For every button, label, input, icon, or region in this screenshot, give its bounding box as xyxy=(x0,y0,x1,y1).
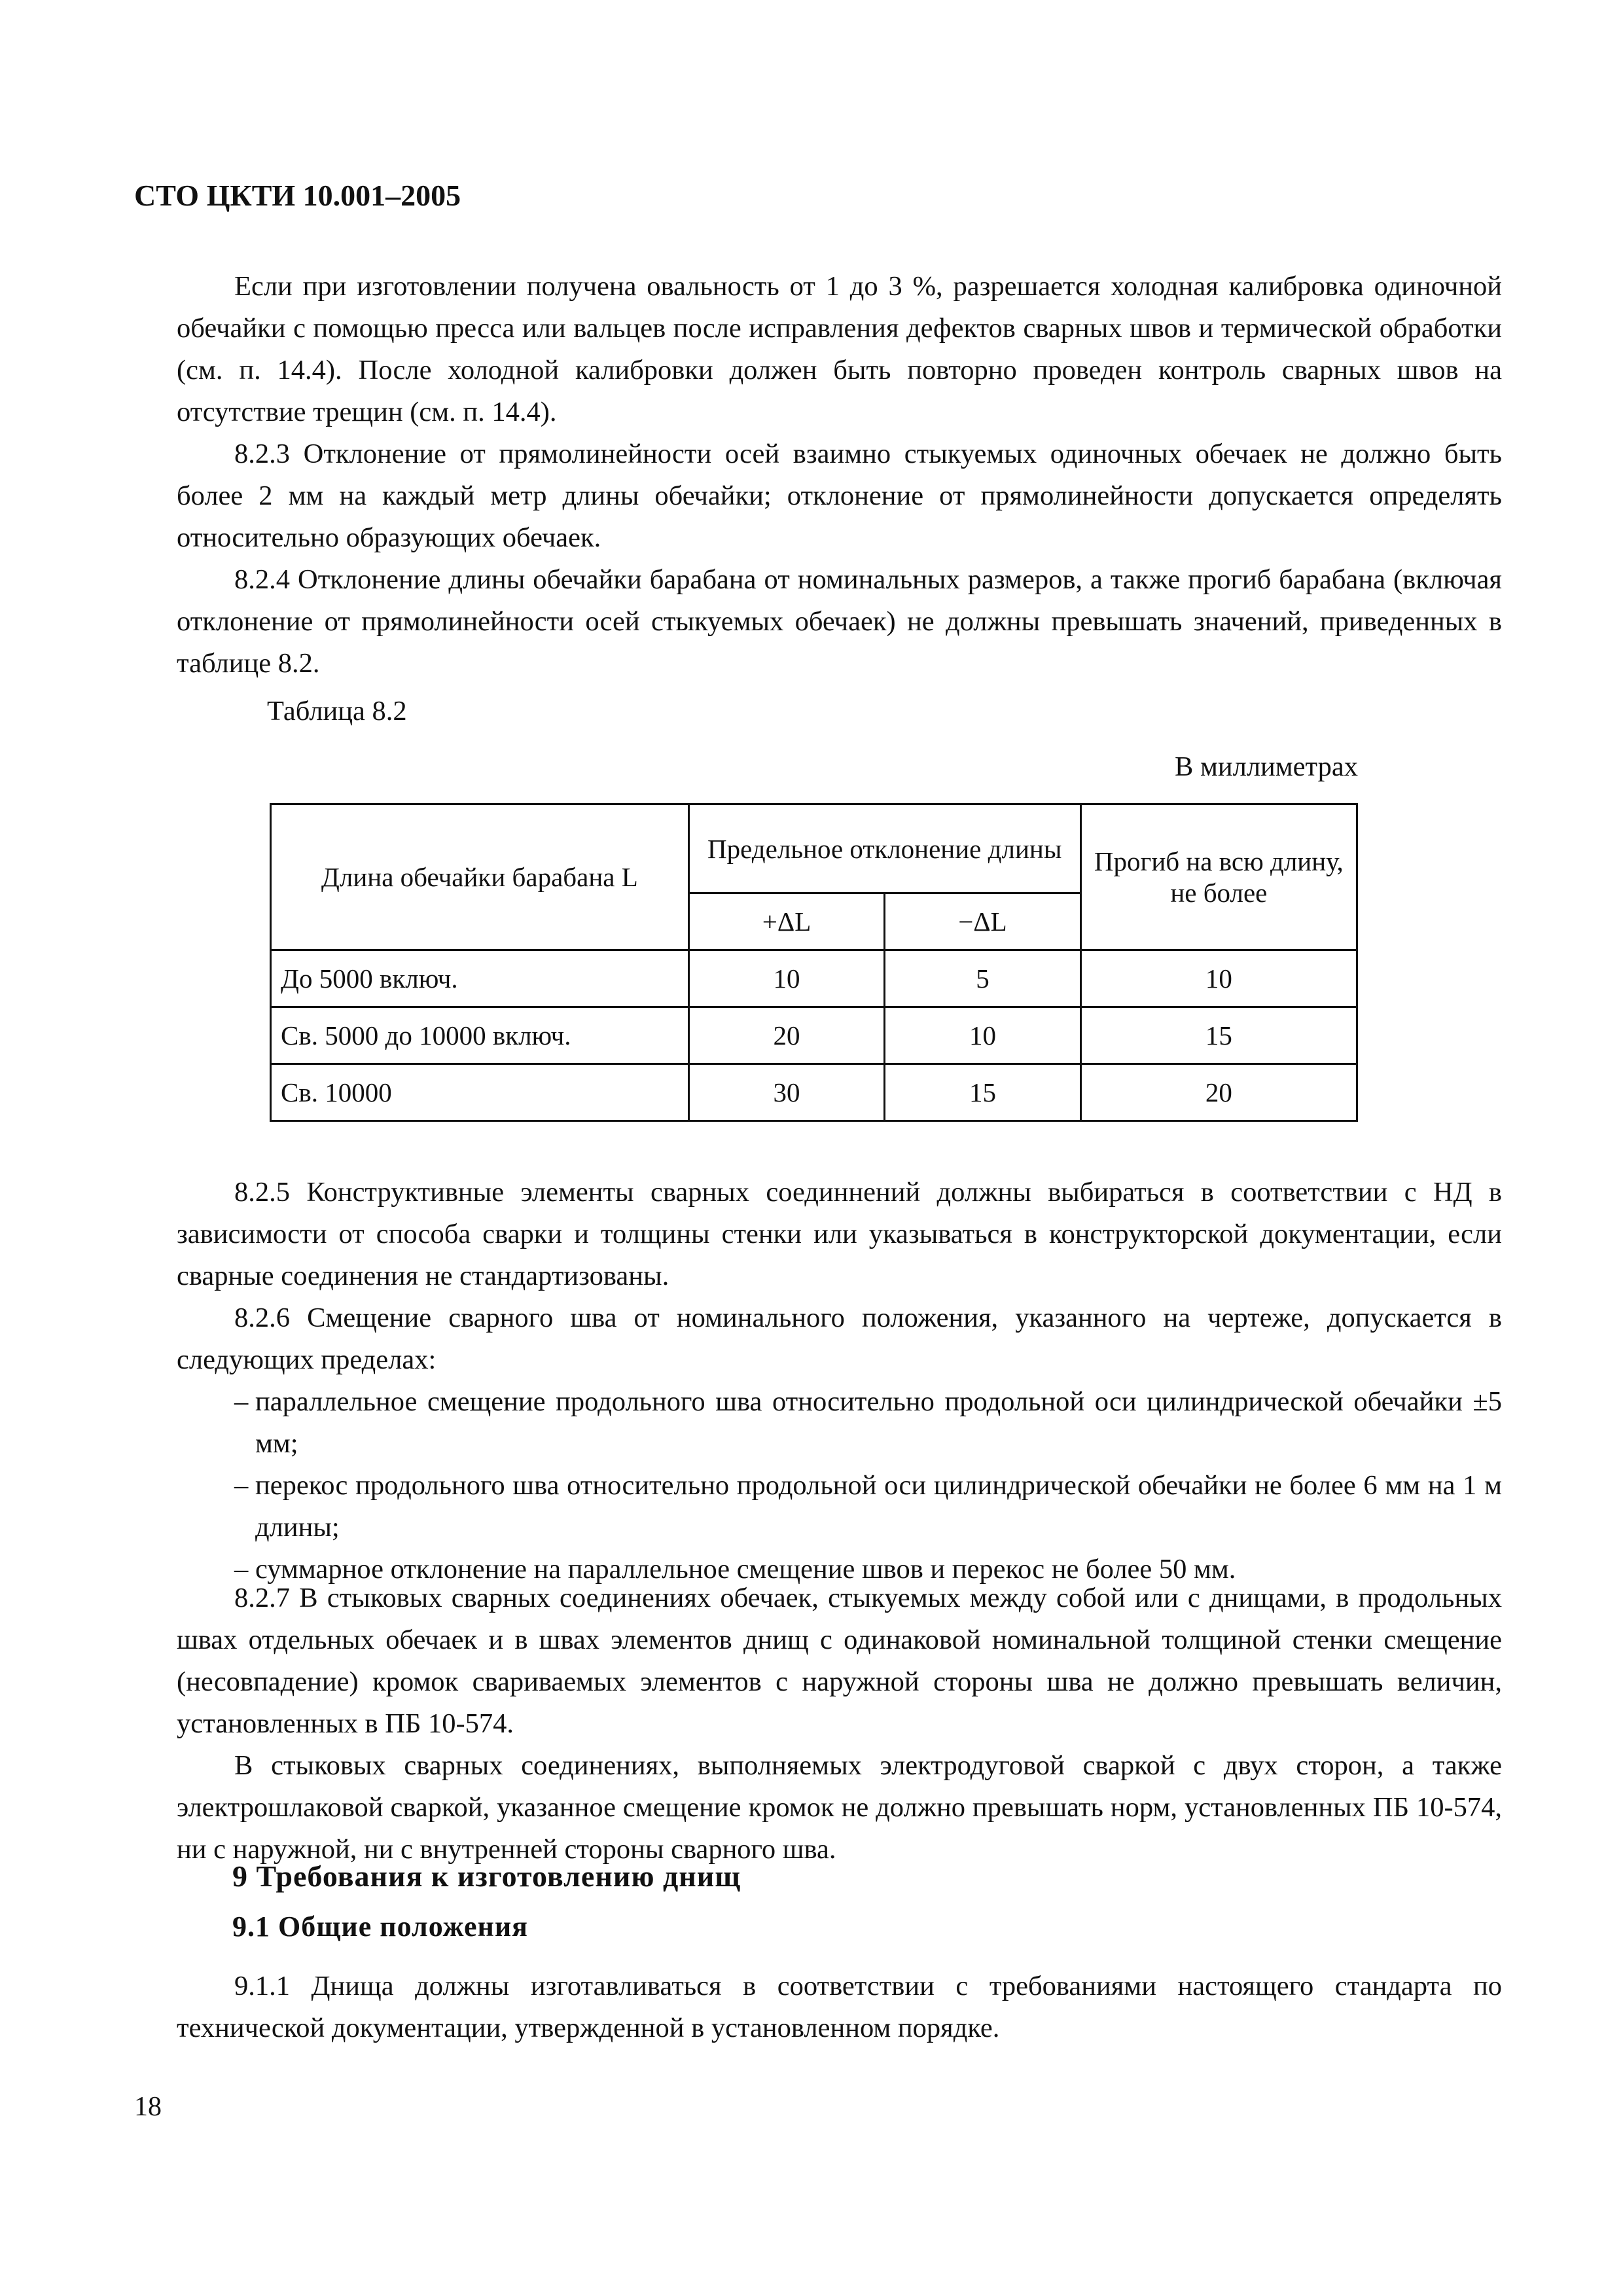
body-section-3 xyxy=(177,1577,1502,1871)
section-9-1-heading: 9.1 Общие положения xyxy=(232,1910,528,1943)
paragraph-8-2-7: 8.2.7 В стыковых сварных соединениях обечаек, стыкуемых между собой или с днищами, в продольных швах отдельных обечаек и в швах элементов днищ с одинаковой номинальной толщиной стенки смещение (несовпадение) кромок свариваемых элементов с наружной стороны шва не должно превышать величин, установленных в ПБ 10-574. xyxy=(177,1583,1502,1739)
cell-length: Св. 5000 до 10000 включ. xyxy=(271,1007,689,1064)
cell-deflection: 20 xyxy=(1080,1064,1357,1121)
table-units: В миллиметрах xyxy=(1175,751,1358,782)
paragraph-9-1-1: 9.1.1 Днища должны изготавливаться в соответствии с требованиями настоящего стандарта по технической документации, утвержденной в установленном порядке. xyxy=(177,1971,1502,2043)
cell-minus: 10 xyxy=(885,1007,1080,1064)
paragraph-8-2-5: 8.2.5 Конструктивные элементы сварных соединнений должны выбираться в соответствии с НД в зависимости от способа сварки и толщины стенки или указываться в конструкторской документации, если сварные соединения не стандартизованы. xyxy=(177,1177,1502,1291)
cell-minus: 15 xyxy=(885,1064,1080,1121)
list-item: – параллельное смещение продольного шва относительно продольной оси цилиндрической обечайки ±5 мм; xyxy=(177,1381,1502,1465)
cell-length: Св. 10000 xyxy=(271,1064,689,1121)
dash-marker: – xyxy=(234,1386,249,1417)
table-row xyxy=(271,950,1357,1007)
header-plus-delta: +ΔL xyxy=(688,893,884,950)
cell-length: До 5000 включ. xyxy=(271,950,689,1007)
paragraph-ovality: Если при изготовлении получена овальность от 1 до 3 %, разрешается холодная калибровка одиночной обечайки с помощью пресса или вальцев после исправления дефектов сварных швов и термической обработки (см. п. 14.4). После холодной калибровки должен быть повторно проведен контроль сварных швов на отсутствие трещин (см. п. 14.4). xyxy=(177,271,1502,427)
paragraph-8-2-6: 8.2.6 Смещение сварного шва от номинального положения, указанного на чертеже, допускается в следующих пределах: xyxy=(177,1302,1502,1375)
section-9-heading: 9 Требования к изготовлению днищ xyxy=(232,1859,741,1893)
cell-deflection: 10 xyxy=(1080,950,1357,1007)
cell-deflection: 15 xyxy=(1080,1007,1357,1064)
dash-marker: – xyxy=(234,1470,249,1501)
dash-marker: – xyxy=(234,1554,249,1585)
header-limit-deviation: Предельное отклонение длины xyxy=(688,804,1080,893)
list-item: – перекос продольного шва относительно продольной оси цилиндрической обечайки не более 6 мм на 1 м длины; xyxy=(177,1465,1502,1549)
paragraph-8-2-4: 8.2.4 Отклонение длины обечайки барабана от номинальных размеров, а также прогиб барабана (включая отклонение от прямолинейности осей стыкуемых обечаек) не должны превышать значений, приведенных в таблице 8.2. xyxy=(177,564,1502,679)
paragraph-8-2-3: 8.2.3 Отклонение от прямолинейности осей взаимно стыкуемых одиночных обечаек не должно быть более 2 мм на каждый метр длины обечайки; отклонение от прямолинейности допускается определять относительно образующих обечаек. xyxy=(177,439,1502,553)
body-section-2 xyxy=(177,1172,1502,1590)
page-number: 18 xyxy=(134,2092,162,2122)
table-caption: Таблица 8.2 xyxy=(267,696,407,726)
cell-plus: 20 xyxy=(688,1007,884,1064)
header-minus-delta: −ΔL xyxy=(885,893,1080,950)
cell-minus: 5 xyxy=(885,950,1080,1007)
cell-plus: 10 xyxy=(688,950,884,1007)
body-section-1 xyxy=(177,266,1502,685)
table-row xyxy=(271,1064,1357,1121)
tolerance-table xyxy=(270,803,1358,1122)
table-row xyxy=(271,1007,1357,1064)
cell-plus: 30 xyxy=(688,1064,884,1121)
paragraph-electroslag: В стыковых сварных соединениях, выполняемых электродуговой сваркой с двух сторон, а также электрошлаковой сваркой, указанное смещение кромок не должно превышать норм, установленных ПБ 10-574, ни с наружной, ни с внутренней стороны сварного шва. xyxy=(177,1750,1502,1865)
header-length: Длина обечайки барабана L xyxy=(271,804,689,950)
header-deflection: Прогиб на всю длину, не более xyxy=(1080,804,1357,950)
document-code-header: СТО ЦКТИ 10.001–2005 xyxy=(134,179,461,212)
body-section-4 xyxy=(177,1965,1502,2049)
list-item: – суммарное отклонение на параллельное смещение швов и перекос не более 50 мм. xyxy=(177,1549,1502,1590)
